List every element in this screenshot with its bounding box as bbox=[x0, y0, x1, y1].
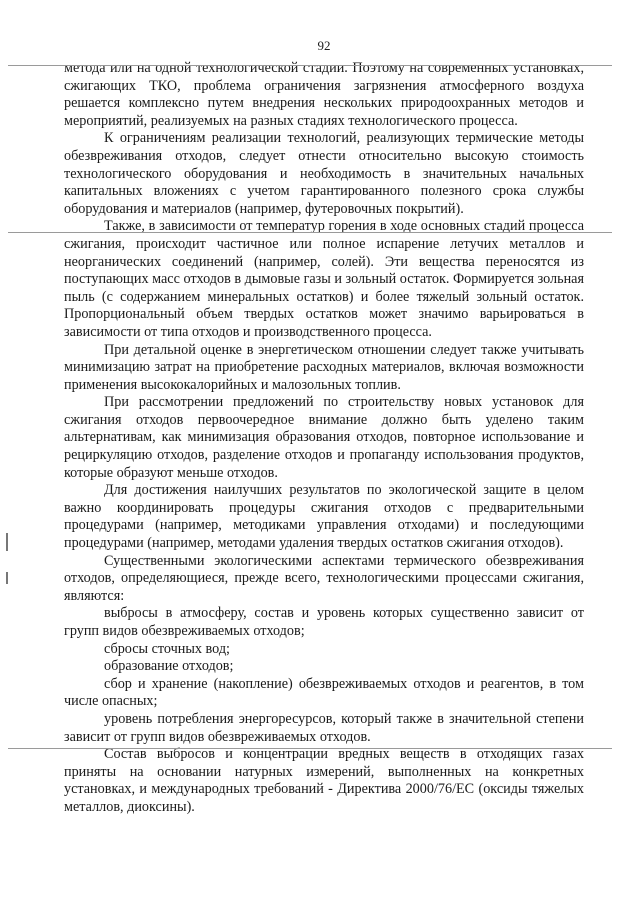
paragraph-7: Существенными экологическими аспектами термического обезвреживания отходов, определяющиеся, прежде всего, технологическими процессами сжигания, являются: bbox=[64, 552, 584, 604]
page-number: 92 bbox=[317, 38, 331, 53]
list-item-storage: сбор и хранение (накопление) обезвреживаемых отходов и реагентов, в том числе опасных; bbox=[64, 675, 584, 710]
scan-artifact-line bbox=[8, 65, 612, 66]
list-item-emissions: выбросы в атмосферу, состав и уровень которых существенно зависит от групп видов обезвреживаемых отходов; bbox=[64, 605, 584, 639]
paragraph-3: Также, в зависимости от температур горения в ходе основных стадий процесса сжигания, происходит частичное или полное испарение летучих металлов и неорганических соединений (например, солей). Эти вещества переносятся из поступающих масс отходов в дымовые газы и зольный остаток. Формируется зольная пыль (с содержанием минеральных остатков) и более тяжелый зольный остаток. Пропорциональный объем твердых остатков может значимо варьироваться в зависимости от типа отходов и производственного процесса. bbox=[64, 218, 584, 340]
paragraph-5: При рассмотрении предложений по строительству новых установок для сжигания отходов первоочередное внимание должно быть уделено таким альтернативам, как минимизация образования отходов, повторное использование и рециркуляцию отходов, разделение отходов и пропаганду использования продуктов, которые образуют меньше отходов. bbox=[64, 394, 584, 481]
scan-artifact-margin-mark bbox=[6, 572, 8, 584]
paragraph-final: Состав выбросов и концентрации вредных веществ в отходящих газах приняты на основании натурных измерений, выполненных на конкретных установках, и международных требований - Директива 2000/76/ЕС (оксиды тяжелых металлов, диоксины). bbox=[64, 746, 584, 815]
scan-artifact-line bbox=[8, 232, 612, 233]
paragraph-2: К ограничениям реализации технологий, реализующих термические методы обезвреживания отходов, следует отнести относительно высокую стоимость технологического оборудования и необходимость в значительных начальных капитальных вложениях с учетом гарантированного полезного срока службы оборудования и материалов (например, футеровочных покрытий). bbox=[64, 130, 584, 217]
list-item-waste-generation: образование отходов; bbox=[104, 658, 234, 675]
scan-artifact-line bbox=[8, 748, 612, 749]
list-item-wastewater: сбросы сточных вод; bbox=[104, 640, 230, 657]
list-item-energy: уровень потребления энергоресурсов, который также в значительной степени зависит от групп видов обезвреживаемых отходов. bbox=[64, 710, 584, 745]
scan-artifact-margin-mark bbox=[6, 533, 8, 551]
document-page bbox=[64, 38, 584, 898]
body-text bbox=[64, 60, 584, 817]
paragraph-1: метода или на одной технологической стадии. Поэтому на современных установках, сжигающих ТКО, проблема ограничения загрязнения атмосферного воздуха решается комплексно путем внедрения нескольких природоохранных методов и мероприятий, реализуемых на разных стадиях технологического процесса. bbox=[64, 60, 584, 129]
paragraph-6: Для достижения наилучших результатов по экологической защите в целом важно координировать процедуры сжигания отходов с предварительными процедурами (например, методиками управления отходами) и последующими процедурами (например, методами удаления твердых остатков сжигания отходов). bbox=[64, 482, 584, 552]
paragraph-4: При детальной оценке в энергетическом отношении следует также учитывать минимизацию затрат на приобретение расходных материалов, включая возможности применения высококалорийных и малозольных топлив. bbox=[64, 341, 584, 393]
